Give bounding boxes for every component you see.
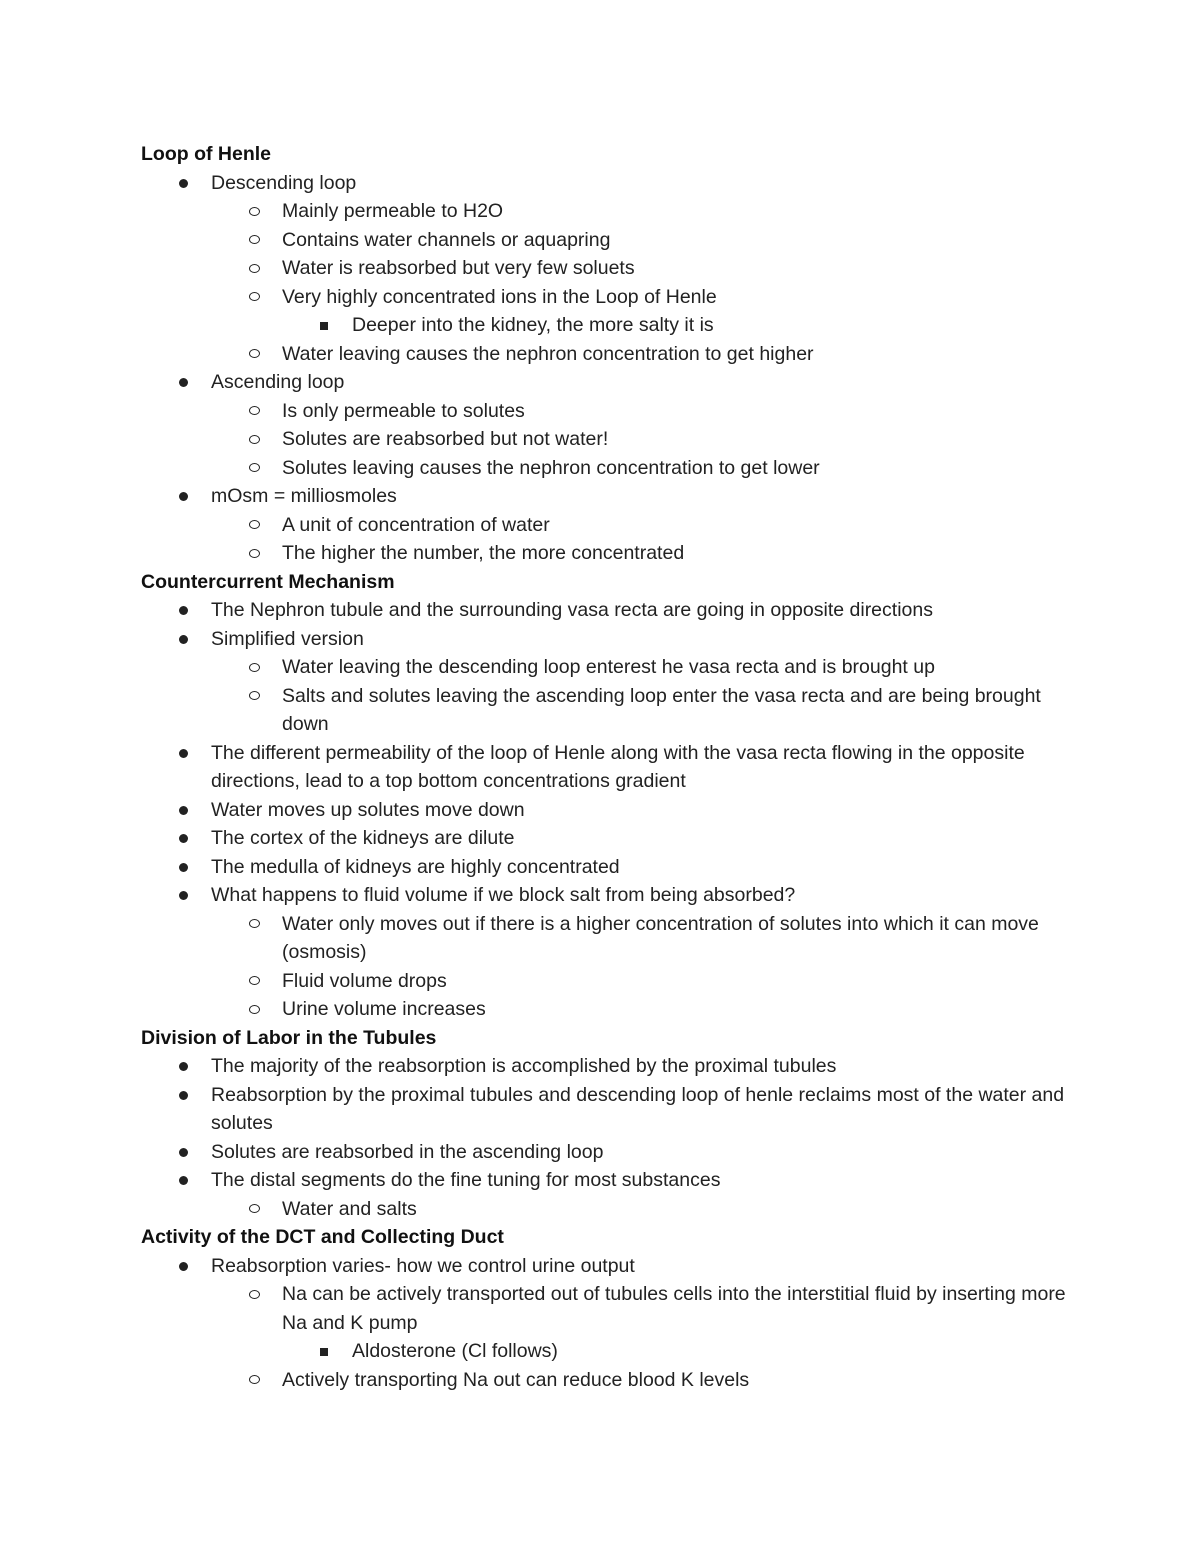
list-item-text: Water moves up solutes move down <box>211 798 525 821</box>
list-item-text: Solutes leaving causes the nephron concentration to get lower <box>282 456 820 479</box>
list-item <box>141 1252 1081 1281</box>
list-item <box>141 881 1081 910</box>
list-item-text: Na can be actively transported out of tubules cells into the interstitial fluid by inserting more Na and K pump <box>282 1283 1066 1334</box>
list-item-text: The cortex of the kidneys are dilute <box>211 827 515 849</box>
list-item-text: Is only permeable to solutes <box>282 399 525 422</box>
list-item <box>141 1195 1081 1224</box>
section-heading: Division of Labor in the Tubules <box>141 1026 437 1049</box>
list-item <box>141 340 1081 369</box>
list-item-text: The medulla of kidneys are highly concentrated <box>211 855 620 878</box>
list-item-text: Fluid volume drops <box>282 969 447 992</box>
list-item-text: Water and salts <box>282 1197 417 1220</box>
list-item <box>141 910 1081 967</box>
list-item <box>141 625 1081 654</box>
list-item <box>141 368 1081 397</box>
document-body <box>141 140 1081 1394</box>
list-item <box>141 824 1081 853</box>
list-item <box>141 539 1081 568</box>
list-item <box>141 283 1081 312</box>
list-item <box>141 653 1081 682</box>
list-item <box>141 739 1081 796</box>
section-heading: Activity of the DCT and Collecting Duct <box>141 1226 504 1248</box>
list-item-text: The higher the number, the more concentrated <box>282 542 685 564</box>
list-item-text: A unit of concentration of water <box>282 513 550 536</box>
list-item-text: The Nephron tubule and the surrounding vasa recta are going in opposite directions <box>211 599 933 621</box>
list-item-text: Deeper into the kidney, the more salty it is <box>352 314 714 336</box>
list-item-text: Solutes are reabsorbed but not water! <box>282 428 609 450</box>
list-item-text: Solutes are reabsorbed in the ascending loop <box>211 1140 604 1163</box>
list-item <box>141 397 1081 426</box>
list-item <box>141 197 1081 226</box>
list-item <box>141 169 1081 198</box>
list-item <box>141 482 1081 511</box>
list-item-text: The different permeability of the loop of Henle along with the vasa recta flowing in the opposite directions, lead to a top bottom concentrations gradient <box>211 741 1025 792</box>
list-item <box>141 995 1081 1024</box>
list-item <box>141 254 1081 283</box>
list-item-text: Water is reabsorbed but very few soluets <box>282 257 635 279</box>
list-item <box>141 796 1081 825</box>
list-item-text: The majority of the reabsorption is accomplished by the proximal tubules <box>211 1055 837 1077</box>
list-item <box>141 1337 1081 1366</box>
list-item-text: What happens to fluid volume if we block salt from being absorbed? <box>211 884 796 906</box>
list-item <box>141 967 1081 996</box>
list-item-text: Water only moves out if there is a higher concentration of solutes into which it can move (osmosis) <box>282 912 1039 963</box>
list-item <box>141 853 1081 882</box>
list-item-text: Water leaving causes the nephron concentration to get higher <box>282 342 814 365</box>
list-item-text: Contains water channels or aquapring <box>282 228 611 251</box>
list-item <box>141 1052 1081 1081</box>
list-item-text: Ascending loop <box>211 371 345 393</box>
list-item-text: Mainly permeable to H2O <box>282 200 504 222</box>
list-item <box>141 1138 1081 1167</box>
list-item <box>141 1166 1081 1195</box>
list-item-text: Reabsorption by the proximal tubules and descending loop of henle reclaims most of the water and solutes <box>211 1083 1065 1134</box>
list-item-text: Urine volume increases <box>282 998 486 1020</box>
list-item <box>141 1280 1081 1337</box>
list-item-text: Simplified version <box>211 627 364 650</box>
list-item <box>141 1366 1081 1395</box>
section-heading: Countercurrent Mechanism <box>141 570 395 593</box>
list-item <box>141 511 1081 540</box>
list-item-text: Actively transporting Na out can reduce blood K levels <box>282 1368 750 1391</box>
list-item <box>141 226 1081 255</box>
list-item-text: Very highly concentrated ions in the Loop of Henle <box>282 285 717 308</box>
list-item-text: Descending loop <box>211 171 357 194</box>
list-item <box>141 425 1081 454</box>
list-item <box>141 596 1081 625</box>
list-item-text: Water leaving the descending loop enterest he vasa recta and is brought up <box>282 656 935 678</box>
list-item <box>141 682 1081 739</box>
list-item <box>141 311 1081 340</box>
list-item-text: Aldosterone (Cl follows) <box>352 1340 558 1362</box>
list-item-text: Reabsorption varies- how we control urine output <box>211 1254 635 1277</box>
list-item-text: mOsm = milliosmoles <box>211 485 397 507</box>
list-item-text: Salts and solutes leaving the ascending loop enter the vasa recta and are being brought down <box>282 684 1041 735</box>
section-heading: Loop of Henle <box>141 143 271 165</box>
list-item <box>141 1081 1081 1138</box>
list-item-text: The distal segments do the fine tuning for most substances <box>211 1169 721 1191</box>
list-item <box>141 454 1081 483</box>
